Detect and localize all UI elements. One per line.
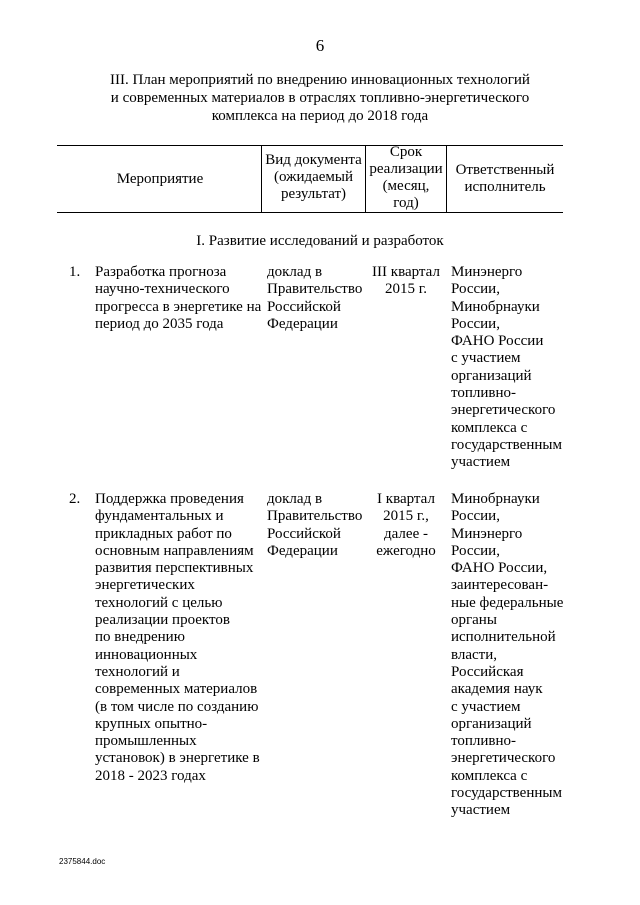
row-activity: Разработка прогноза научно-технического прогресса в энергетике на период до 2035 года xyxy=(95,264,262,332)
row-responsible: Минобрнауки России, Минэнерго России, ФАНО России, заинтересован- ные федеральные органы исполнительной власти, Российская академия наук с участием организаций топливно- энергетического комплекса с государственным участием xyxy=(451,491,564,819)
page-number: 6 xyxy=(315,36,325,55)
header-activity: Мероприятие xyxy=(116,171,204,187)
row-deadline: III квартал 2015 г. xyxy=(372,264,440,298)
row-document: доклад в Правительство Российской Федерации xyxy=(267,491,363,559)
row-number: 2. xyxy=(69,491,81,507)
row-activity: Поддержка проведения фундаментальных и прикладных работ по основным направлениям развития перспективных энергетических технологий с целью реализации проектов по внедрению инновационных технологий и современных материалов (в том числе по созданию крупных опытно- промышленных установок) в энергетике в 2018 - 2023 годах xyxy=(95,491,260,784)
section-title-line: и современных материалов в отраслях топливно-энергетического xyxy=(110,90,530,106)
row-document: доклад в Правительство Российской Федерации xyxy=(267,264,363,332)
row-deadline: I квартал 2015 г., далее - ежегодно xyxy=(376,491,436,559)
subsection-title: I. Развитие исследований и разработок xyxy=(196,233,444,249)
header-deadline: Срок реализации (месяц, год) xyxy=(369,144,443,211)
row-number: 1. xyxy=(69,264,81,280)
table-top-rule xyxy=(57,145,563,146)
document-filename: 2375844.doc xyxy=(59,857,106,866)
header-responsible: Ответственный исполнитель xyxy=(455,162,555,195)
header-document: Вид документа (ожидаемый результат) xyxy=(265,152,362,202)
section-title-line: III. План мероприятий по внедрению инновационных технологий xyxy=(110,72,530,88)
row-responsible: Минэнерго России, Минобрнауки России, ФАНО России с участием организаций топливно- энергетического комплекса с государственным участием xyxy=(451,264,562,471)
table-header-bottom-rule xyxy=(57,212,563,213)
section-title xyxy=(60,71,580,125)
section-title-line: комплекса на период до 2018 года xyxy=(211,108,429,124)
